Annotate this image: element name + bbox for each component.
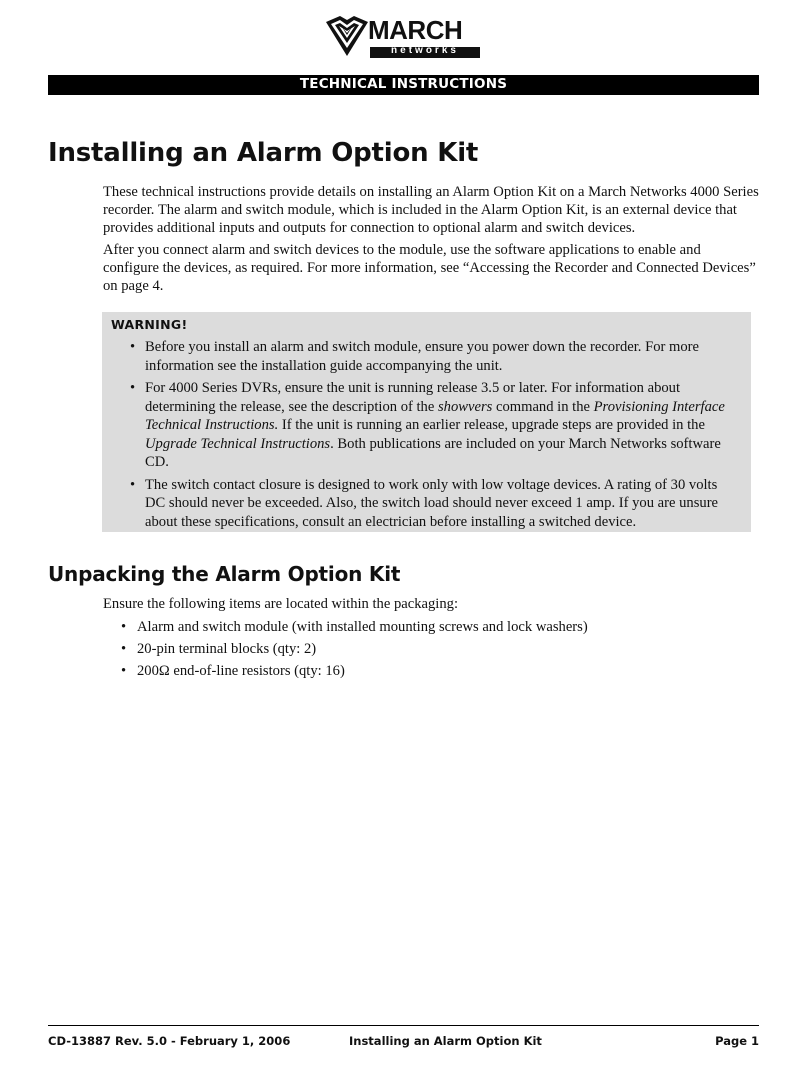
footer-page-number: Page 1 (715, 1034, 759, 1048)
list-item (103, 662, 588, 680)
section-header-bar (48, 75, 759, 95)
warning-list (102, 338, 735, 535)
logo-subtitle-box (370, 47, 480, 58)
march-diamond-logo-icon (326, 16, 368, 56)
unpacking-intro: Ensure the following items are located within the packaging: (103, 596, 459, 612)
march-networks-logo (326, 14, 482, 60)
bullet-icon: • (130, 476, 136, 493)
list-item-text: Alarm and switch module (with installed mounting screws and lock washers) (137, 619, 588, 635)
bullet-icon: • (130, 380, 136, 396)
intro-paragraph-2: After you connect alarm and switch devices to the module, use the software applications to enable and configure the devices, as required. For more information, see “Accessing the Recorder and Connected Devices” on page 4. (103, 242, 756, 294)
document-title: Provisioning Interface Technical Instructions. (145, 398, 725, 433)
page-title: Installing an Alarm Option Kit (48, 138, 479, 168)
footer-doc-id: CD-13887 Rev. 5.0 - February 1, 2006 (48, 1034, 291, 1048)
logo-subtitle: networks (391, 45, 459, 56)
bullet-icon: • (130, 339, 136, 355)
warning-item-text: Before you install an alarm and switch module, ensure you power down the recorder. For more information see the installation guide accompanying the unit. (145, 339, 699, 374)
document-title: Upgrade Technical Instructions (145, 435, 331, 452)
intro-paragraph-1: These technical instructions provide details on installing an Alarm Option Kit on a March Networks 4000 Series recorder. The alarm and switch module, which is included in the Alarm Option Kit, is an external device that provides additional inputs and outputs for connection to optional alarm and switch devices. (103, 184, 759, 236)
warning-item-text: . Both publications are included on your March Networks software CD. (145, 435, 721, 470)
package-items-list (103, 618, 588, 684)
warning-item-text: For 4000 Series DVRs, ensure the unit is running release 3.5 or later. For information about determining the release, see the description of the (145, 380, 681, 415)
warning-item (102, 379, 735, 472)
command-name: showvers (437, 398, 493, 415)
warning-item-text: The switch contact closure is designed to work only with low voltage devices. A rating of 30 volts DC should never be exceeded. Also, the switch load should never exceed 1 amp. If you are unsure about these specifications, consult an electrician before installing a switched device. (145, 476, 719, 530)
list-item (103, 640, 588, 658)
logo-wordmark: MARCH (368, 15, 463, 45)
footer-doc-title: Installing an Alarm Option Kit (349, 1034, 542, 1048)
section-heading-unpacking: Unpacking the Alarm Option Kit (48, 562, 401, 586)
list-item-text: 200Ω end-of-line resistors (qty: 16) (137, 663, 345, 679)
bullet-icon: • (121, 619, 127, 635)
footer-rule (48, 1025, 759, 1026)
bullet-icon: • (121, 663, 127, 679)
warning-item (102, 338, 735, 375)
warning-box (102, 312, 751, 532)
list-item (103, 618, 588, 636)
bullet-icon: • (121, 641, 127, 657)
warning-item-text: command in the (492, 398, 594, 415)
warning-item (102, 476, 735, 532)
warning-title: WARNING! (111, 317, 188, 332)
header-bar-label: TECHNICAL INSTRUCTIONS (299, 76, 508, 92)
warning-item-text: If the unit is running an earlier release, upgrade steps are provided in the (278, 417, 705, 433)
list-item-text: 20-pin terminal blocks (qty: 2) (137, 641, 317, 657)
